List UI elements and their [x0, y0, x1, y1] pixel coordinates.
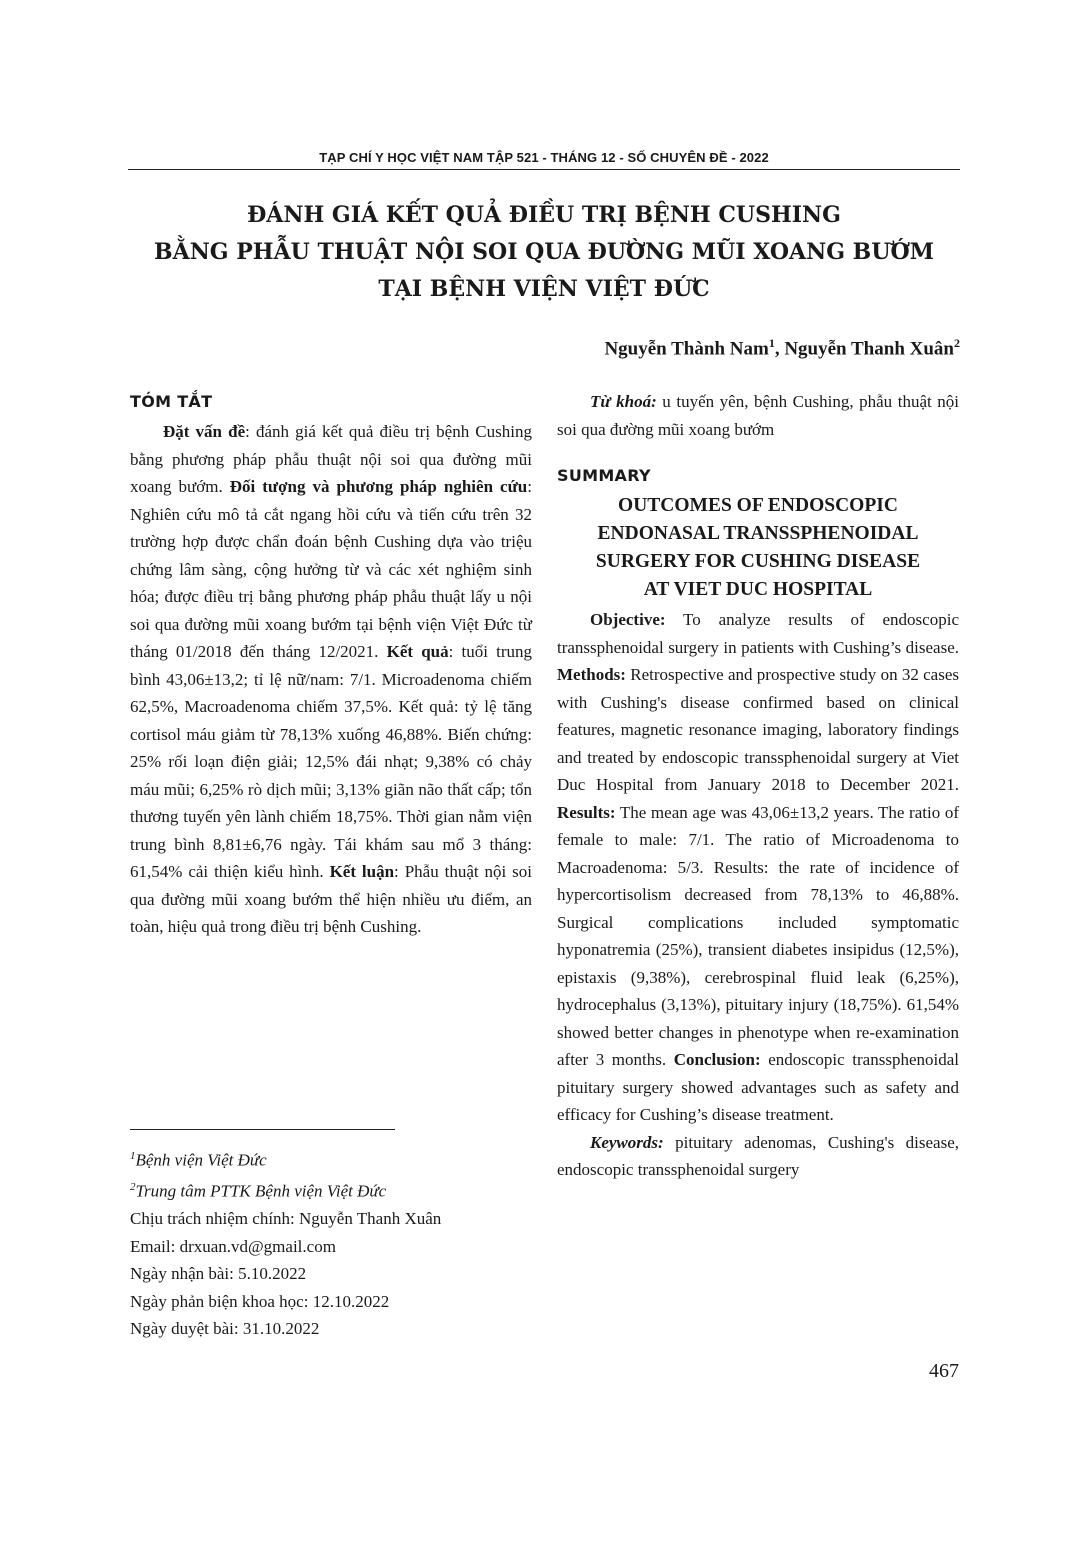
header-rule: [128, 169, 960, 170]
footnote-mark: 1: [130, 1150, 136, 1162]
footnote-mark: 2: [130, 1181, 136, 1194]
footnote-rule: [130, 1129, 395, 1130]
journal-header: TẠP CHÍ Y HỌC VIỆT NAM TẬP 521 - THÁNG 12 - SỐ CHUYÊN ĐỀ - 2022: [319, 150, 769, 165]
footnote-text: Trung tâm PTTK Bệnh viện Việt Đức: [135, 1181, 387, 1201]
abstract-text: endoscopic transsphenoidal pituitary surgery showed advantages such as safety and efficacy for Cushing’s disease treatment.: [557, 1050, 959, 1124]
title-line: BẰNG PHẪU THUẬT NỘI SOI QUA ĐƯỜNG MŨI XOANG BƯỚM: [154, 239, 934, 265]
author-name: Nguyễn Thanh Xuân: [784, 338, 954, 360]
title-line: TẠI BỆNH VIỆN VIỆT ĐỨC: [378, 276, 710, 302]
page-number: 467: [929, 1360, 959, 1382]
abstract-label: Results:: [557, 802, 616, 822]
footnote-accepted-date: Ngày duyệt bài: 31.10.2022: [130, 1319, 320, 1339]
english-title-line: AT VIET DUC HOSPITAL: [643, 579, 873, 600]
footnote-text: Bệnh viện Việt Đức: [135, 1150, 267, 1170]
title-line: ĐÁNH GIÁ KẾT QUẢ ĐIỀU TRỊ BỆNH CUSHING: [247, 202, 841, 228]
author-name: Nguyễn Thành Nam: [604, 338, 769, 360]
abstract-label: Đặt vấn đề: [163, 422, 246, 441]
footnote-responsible-author: Chịu trách nhiệm chính: Nguyễn Thanh Xuân: [130, 1209, 442, 1229]
footnote-reviewed-date: Ngày phản biện khoa học: 12.10.2022: [130, 1291, 390, 1311]
footnote-affiliation-2: [130, 1174, 532, 1205]
english-abstract-column: [557, 388, 959, 1184]
english-title-line: OUTCOMES OF ENDOSCOPIC: [618, 495, 898, 516]
abstract-label: Kết luận: [329, 862, 395, 881]
abstract-label: Conclusion:: [673, 1050, 761, 1069]
keywords-text: u tuyến yên, bệnh Cushing, phẫu thuật nội soi qua đường mũi xoang bướm: [557, 392, 959, 439]
abstract-text: To analyze results of endoscopic transsphenoidal surgery in patients with Cushing’s disease.: [557, 610, 959, 657]
abstract-label: Objective:: [590, 610, 666, 629]
footnotes: [130, 1143, 532, 1343]
abstract-text: : đánh giá kết quả điều trị bệnh Cushing bằng phương pháp phẫu thuật nội soi qua đường mũi xoang bướm.: [130, 422, 532, 496]
keywords-label: Từ khoá:: [590, 392, 657, 411]
vietnamese-keywords: [557, 388, 959, 443]
english-keywords: [557, 1129, 959, 1184]
footnote-email: Email: drxuan.vd@gmail.com: [130, 1236, 336, 1256]
abstract-label: Đối tượng và phương pháp nghiên cứu: [229, 477, 528, 496]
keywords-text: pituitary adenomas, Cushing's disease, endoscopic transsphenoidal surgery: [557, 1132, 959, 1179]
author-affiliation-mark: 1: [768, 336, 775, 350]
abstract-label: Kết quả: [386, 642, 449, 661]
article-title: [128, 197, 960, 308]
abstract-text: : Nghiên cứu mô tả cắt ngang hồi cứu và tiến cứu trên 32 trường hợp được chẩn đoán bệnh Cushing dựa vào triệu chứng lâm sàng, cộng hưởng từ và các xét nghiệm sinh hóa; được điều trị bằng phương pháp phẫu thuật lấy u nội soi qua đường mũi xoang bướm tại bệnh viện Việt Đức từ tháng 01/2018 đến tháng 12/2021.: [130, 477, 532, 661]
authors: [604, 336, 960, 360]
english-title-line: SURGERY FOR CUSHING DISEASE: [595, 551, 921, 572]
author-separator: ,: [774, 338, 785, 360]
section-heading-tom-tat: TÓM TẮT: [130, 392, 213, 411]
keywords-label: Keywords:: [590, 1132, 664, 1152]
vietnamese-abstract-paragraph: [130, 418, 532, 941]
abstract-label: Methods:: [557, 665, 626, 684]
abstract-text: Retrospective and prospective study on 32 cases with Cushing's disease confirmed based on clinical features, magnetic resonance imaging, laboratory findings and treated by endoscopic transsphenoidal surgery at Viet Duc Hospital from January 2018 to December 2021.: [557, 665, 959, 794]
abstract-text: The mean age was 43,06±13,2 years. The ratio of female to male: 7/1. The ratio of Microadenoma to Macroadenoma: 5/3. Results: the rate of incidence of hypercortisolism decreased from 78,13% to 46,88%. Surgical complications included symptomatic hyponatremia (25%), transient diabetes insipidus (12,5%), epistaxis (9,38%), cerebrospinal fluid leak (6,25%), hydrocephalus (3,13%), pituitary injury (18,75%). 61,54% showed better changes in phenotype when re-examination after 3 months.: [557, 802, 959, 1069]
author-affiliation-mark: 2: [954, 336, 960, 350]
abstract-text: : Phẫu thuật nội soi qua đường mũi xoang bướm thể hiện nhiều ưu điểm, an toàn, hiệu quả trong điều trị bệnh Cushing.: [130, 862, 532, 936]
footnote-received-date: Ngày nhận bài: 5.10.2022: [130, 1264, 307, 1284]
english-abstract-paragraph: [557, 606, 959, 1129]
footnote-affiliation-1: [130, 1143, 532, 1174]
section-heading-summary: SUMMARY: [557, 466, 651, 485]
abstract-text: : tuổi trung bình 43,06±13,2; tỉ lệ nữ/nam: 7/1. Microadenoma chiếm 62,5%, Macroadenoma chiếm 37,5%. Kết quả: tỷ lệ tăng cortisol máu giảm từ 78,13% xuống 46,88%. Biến chứng: 25% rối loạn điện giải; 12,5% đái nhạt; 9,38% có chảy máu mũi; 6,25% rò dịch mũi; 3,13% giãn não thất cấp; tổn thương tuyến yên lành chiếm 18,75%. Thời gian nằm viện trung bình 8,81±6,76 ngày. Tái khám sau mổ 3 tháng: 61,54% cải thiện kiểu hình.: [130, 642, 533, 881]
vietnamese-abstract-column: [130, 388, 532, 941]
english-title-line: ENDONASAL TRANSSPHENOIDAL: [597, 523, 919, 544]
english-title: [557, 492, 959, 604]
